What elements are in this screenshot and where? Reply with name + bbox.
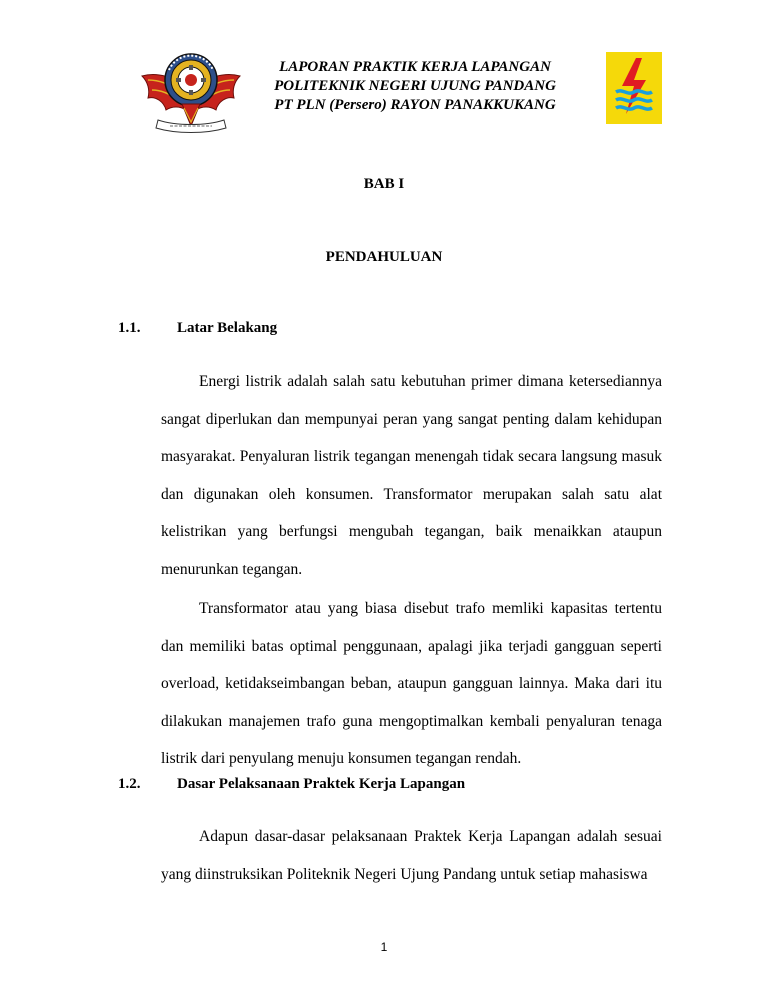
pln-lightning-logo-icon (606, 52, 662, 124)
header-line-2: POLITEKNIK NEGERI UJUNG PANDANG (274, 78, 556, 94)
report-header-title (250, 58, 580, 115)
section-heading (118, 320, 277, 337)
section-number: 1.2. (118, 776, 141, 792)
section-title: Dasar Pelaksanaan Praktek Kerja Lapangan (177, 776, 466, 792)
header-line-3: PT PLN (Persero) RAYON PANAKKUKANG (274, 97, 556, 113)
page-header (0, 40, 768, 140)
paragraph: Energi listrik adalah salah satu kebutuhan primer dimana ketersediannya sangat diperlukan dan mempunyai peran yang sangat penting dalam kehidupan masyarakat. Penyaluran listrik tegangan menengah tidak secara langsung masuk dan digunakan oleh konsumen. Transformator merupakan salah satu alat kelistrikan yang berfungsi mengubah tegangan, baik menaikkan ataupun menurunkan tegangan. (161, 373, 662, 578)
chapter-title: PENDAHULUAN (325, 249, 443, 265)
paragraph: Adapun dasar-dasar pelaksanaan Praktek Kerja Lapangan adalah sesuai yang diinstruksikan Politeknik Negeri Ujung Pandang untuk setiap mahasiswa (161, 828, 662, 883)
polytechnic-emblem-icon (136, 46, 246, 134)
section-title: Latar Belakang (177, 320, 278, 336)
page-number: 1 (380, 940, 388, 954)
section-heading (118, 776, 465, 793)
header-line-1: LAPORAN PRAKTIK KERJA LAPANGAN (279, 59, 551, 75)
section-number: 1.1. (118, 320, 141, 336)
chapter-number: BAB I (363, 176, 405, 192)
paragraph: Transformator atau yang biasa disebut trafo memliki kapasitas tertentu dan memiliki batas optimal penggunaan, apalagi jika terjadi gangguan seperti overload, ketidakseimbangan beban, ataupun gangguan lainnya. Maka dari itu dilakukan manajemen trafo guna mengoptimalkan kembali penyaluran tenaga listrik dari penyulang menuju konsumen tegangan rendah. (161, 600, 662, 768)
